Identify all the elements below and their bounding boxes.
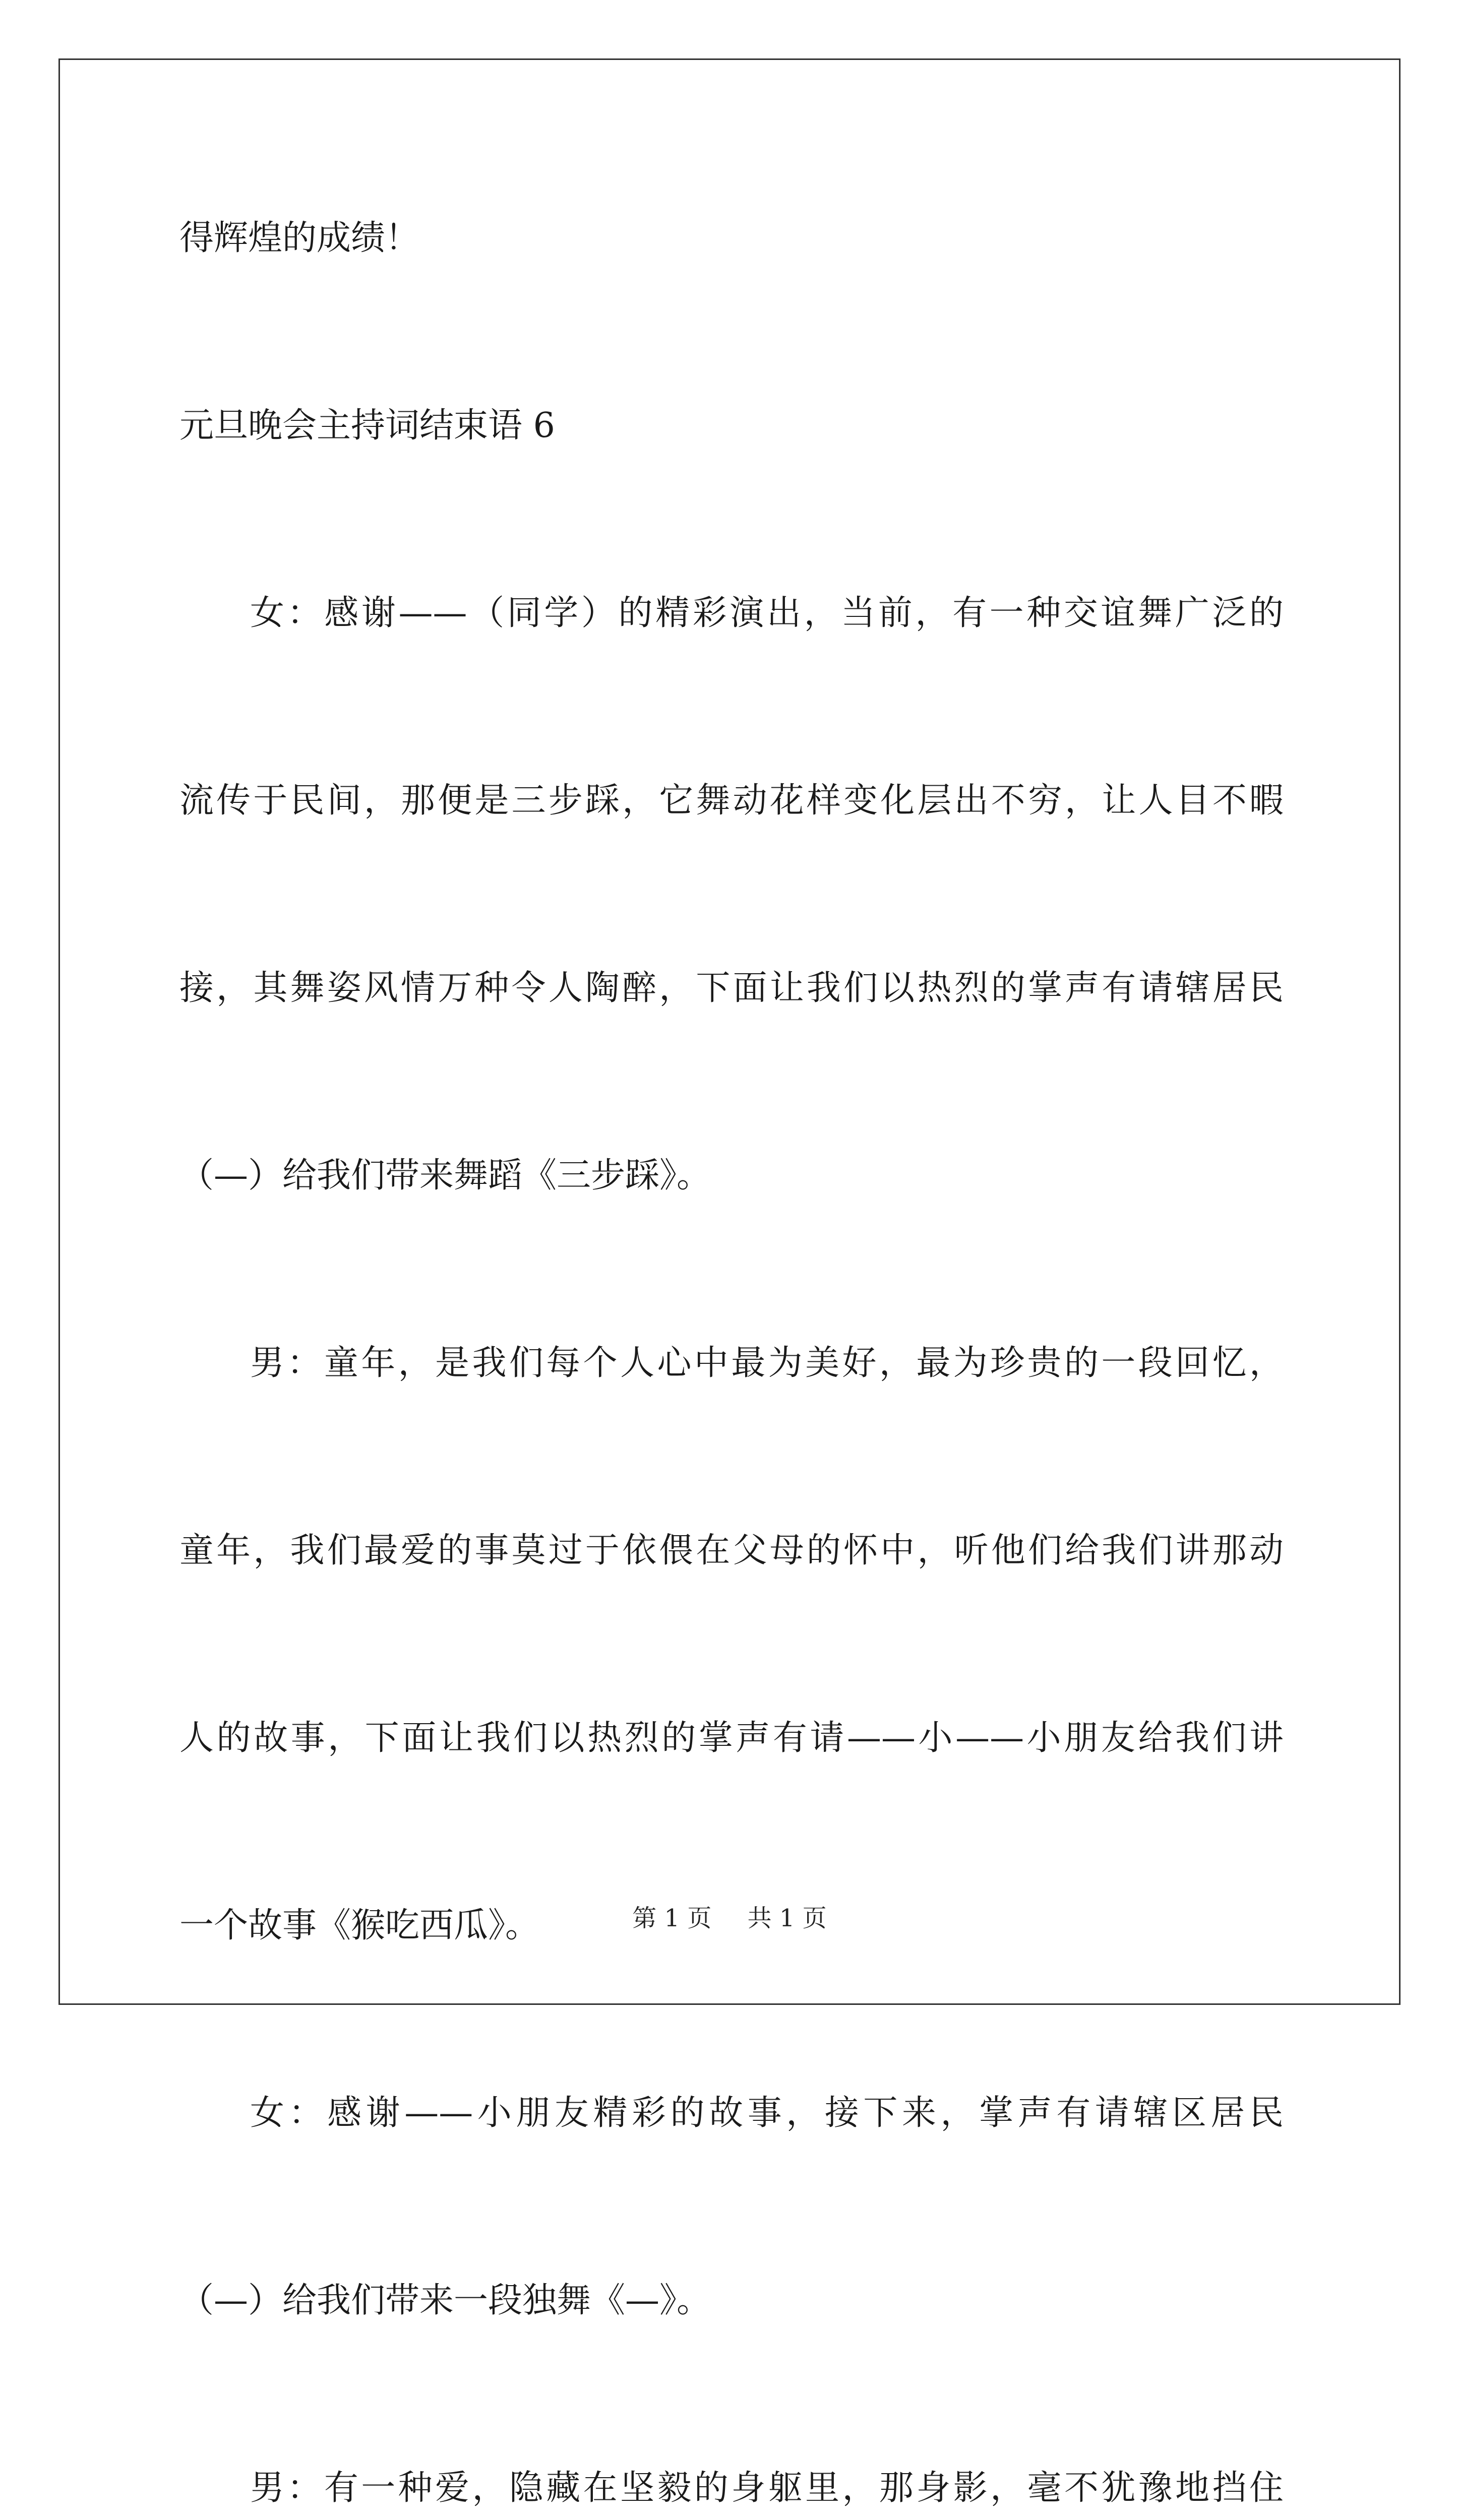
text-line: （—）给我们带来一段独舞《—》。	[179, 2281, 711, 2320]
text-line: 接，其舞姿风情万种令人陶醉，下面让我们以热烈的掌声有请辖居民	[179, 968, 1284, 1008]
line-gap	[179, 285, 1284, 379]
text-line: 童年，我们最爱的事莫过于依偎在父母的怀中，听他们给我们讲那动	[179, 1531, 1284, 1570]
page-number-total: 共 1 页	[747, 1904, 827, 1932]
page-footer	[0, 1903, 1459, 1933]
text-line: 得辉煌的成绩！	[179, 218, 420, 258]
text-line: 女：感谢——（同学）的精彩演出，当前，有一种交谊舞广泛的	[250, 593, 1284, 633]
text-line: 男：有一种爱，隐藏在坚毅的身躯里，那身影，毫不犹豫地挡住	[250, 2468, 1284, 2508]
document-body	[179, 192, 1284, 2520]
line-gap	[179, 660, 1284, 754]
line-gap	[179, 2348, 1284, 2441]
line-gap	[179, 1223, 1284, 1316]
line-gap	[179, 2160, 1284, 2254]
line-gap	[179, 1785, 1284, 1879]
line-gap	[179, 473, 1284, 566]
text-line: 男：童年，是我们每个人心中最为美好，最为珍贵的一段回忆，	[250, 1343, 1284, 1383]
page-number-current: 第 1 页	[632, 1904, 712, 1932]
text-line: 人的故事，下面让我们以热烈的掌声有请——小——小朋友给我们讲	[179, 1718, 1284, 1758]
line-gap	[179, 1598, 1284, 1691]
text-line: 女：感谢——小朋友精彩的故事，接下来，掌声有请辖区居民	[250, 2093, 1284, 2133]
text-line: （—）给我们带来舞蹈《三步踩》。	[179, 1156, 711, 1195]
line-gap	[179, 848, 1284, 941]
line-gap	[179, 1035, 1284, 1129]
text-line: 一个故事《猴吃西瓜》。	[179, 1906, 540, 1945]
text-line: 流传于民间，那便是三步踩，它舞动花样变化层出不穷，让人目不暇	[179, 781, 1284, 821]
line-gap	[179, 1973, 1284, 2066]
line-gap	[179, 1410, 1284, 1504]
section-heading: 元旦晚会主持词结束语 6	[179, 406, 555, 446]
